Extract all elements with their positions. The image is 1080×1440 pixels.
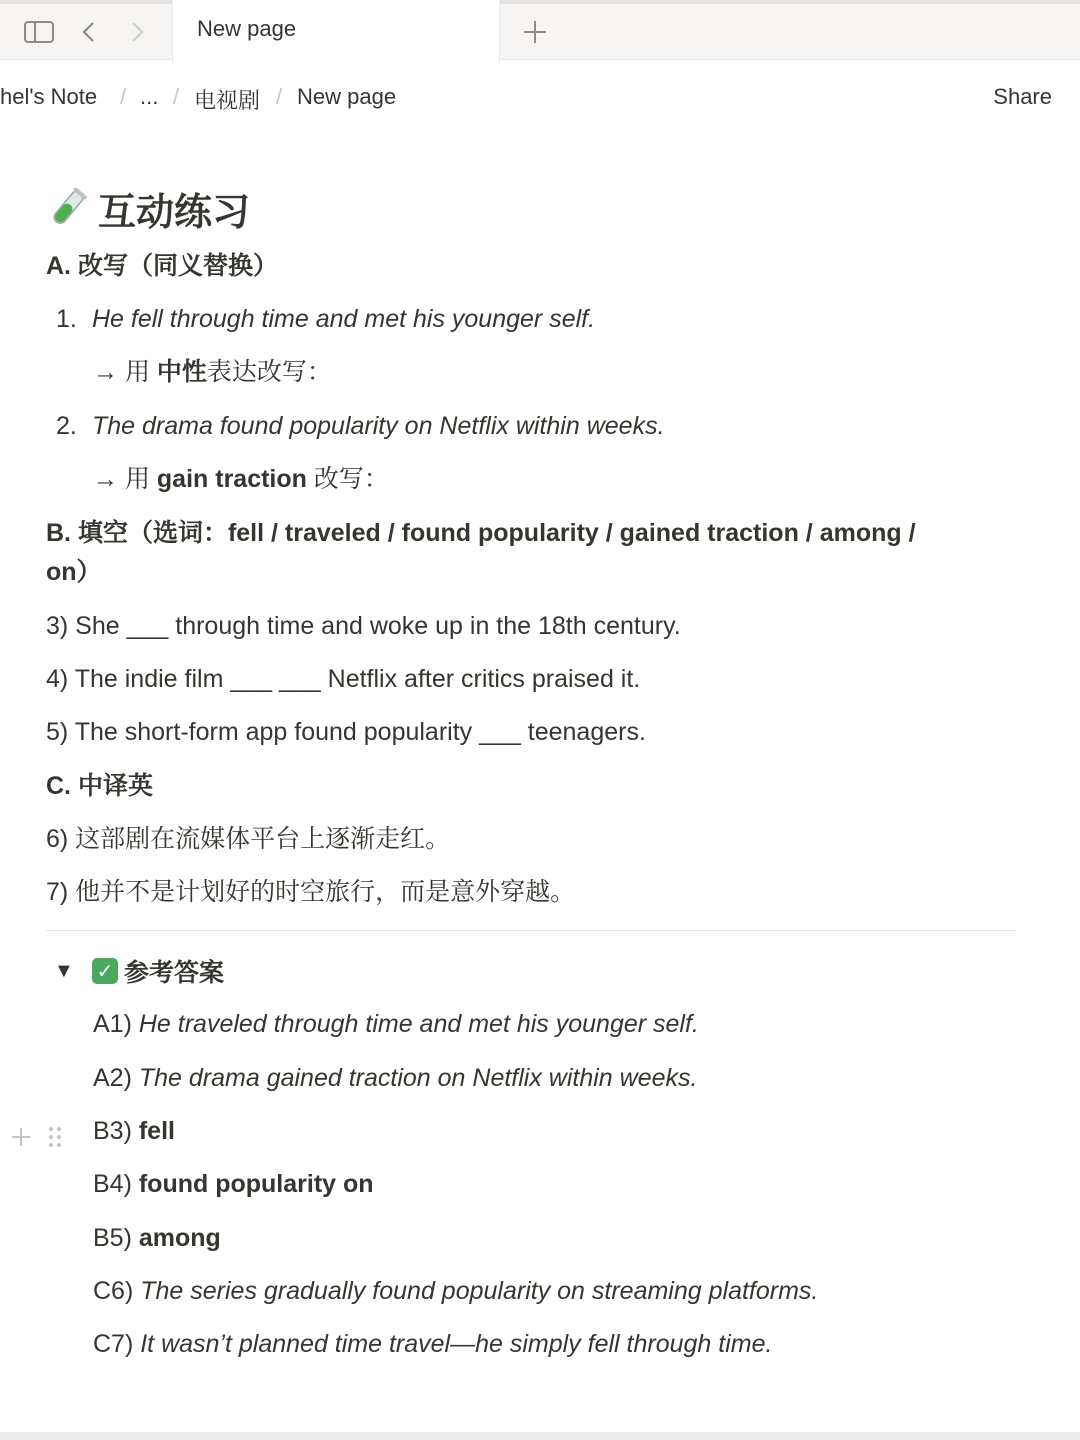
share-button[interactable]: Share xyxy=(993,84,1052,109)
page-title-text: 互动练习 xyxy=(98,191,251,234)
toggle-triangle-icon[interactable]: ▼ xyxy=(54,959,74,982)
plus-icon[interactable] xyxy=(520,14,550,50)
section-b-word-bank: fell / traveled / found popularity / gained traction / among / xyxy=(227,519,916,547)
section-b-heading-line2: on） xyxy=(46,558,102,586)
exercise-item: 3) She ___ through time and woke up in the 18th century. xyxy=(46,612,681,640)
tab-bar xyxy=(0,0,1080,60)
exercise-item: 5) The short-form app found popularity ___ teenagers. xyxy=(46,718,646,746)
answer-item xyxy=(93,1061,697,1095)
breadcrumb-item-ellipsis[interactable]: ... xyxy=(140,84,159,109)
answer-label: C6) xyxy=(93,1277,141,1305)
breadcrumb-separator: / xyxy=(120,84,127,109)
check-mark-icon: ✓ xyxy=(92,958,118,984)
hint-suffix: 表达改写： xyxy=(206,358,332,386)
divider xyxy=(46,930,1016,931)
tab-title: New page xyxy=(197,16,297,41)
add-block-icon xyxy=(10,1126,32,1148)
list-item xyxy=(46,302,595,336)
answer-label: B4) xyxy=(93,1170,139,1198)
sidebar-toggle-icon[interactable] xyxy=(22,14,56,50)
block-handle[interactable] xyxy=(10,1120,66,1154)
list-item xyxy=(46,409,665,443)
answer-label: B3) xyxy=(93,1117,139,1145)
section-c-heading: C. 中译英 xyxy=(46,772,153,800)
section-a-heading: A. 改写（同义替换） xyxy=(46,252,278,280)
answers-toggle-label: 参考答案 xyxy=(124,959,225,987)
answer-item xyxy=(93,1114,175,1148)
hint-prefix: → 用 xyxy=(93,465,157,493)
list-item-hint xyxy=(93,355,332,389)
list-item-text: The drama found popularity on Netflix within weeks. xyxy=(92,412,665,440)
answer-item xyxy=(93,1221,221,1255)
answer-text: The series gradually found popularity on streaming platforms. xyxy=(140,1277,819,1305)
chevron-right-icon[interactable] xyxy=(124,14,150,50)
breadcrumb-separator: / xyxy=(173,84,180,109)
chevron-left-icon[interactable] xyxy=(76,14,102,50)
answer-text: among xyxy=(138,1224,221,1252)
list-number: 2. xyxy=(56,412,77,440)
list-item-text: He fell through time and met his younger self. xyxy=(92,305,596,333)
answer-label: A1) xyxy=(93,1010,139,1038)
answer-text: fell xyxy=(138,1117,175,1145)
answer-text: It wasn’t planned time travel—he simply fell through time. xyxy=(140,1330,773,1358)
answer-label: B5) xyxy=(93,1224,139,1252)
answers-toggle[interactable] xyxy=(54,951,224,991)
hint-prefix: → 用 xyxy=(93,358,157,386)
answer-item xyxy=(93,1167,374,1201)
answer-item xyxy=(93,1327,772,1361)
breadcrumb xyxy=(0,60,1080,136)
breadcrumb-item-workspace[interactable]: hel's Note xyxy=(0,84,98,109)
exercise-item: 6) 这部剧在流媒体平台上逐渐走红。 xyxy=(46,825,451,853)
section-b-heading-prefix: B. 填空（选词： xyxy=(46,519,228,547)
hint-keyword: 中性 xyxy=(156,358,207,386)
answer-text: The drama gained traction on Netflix within weeks. xyxy=(138,1064,698,1092)
answer-item xyxy=(93,1274,818,1308)
answer-text: He traveled through time and met his younger self. xyxy=(138,1010,699,1038)
breadcrumb-separator: / xyxy=(276,84,283,109)
page-title xyxy=(46,178,250,238)
list-number: 1. xyxy=(56,305,77,333)
exercise-item: 4) The indie film ___ ___ Netflix after critics praised it. xyxy=(46,665,641,693)
answer-label: C7) xyxy=(93,1330,141,1358)
hint-suffix: 改写： xyxy=(306,465,389,493)
exercise-item: 7) 他并不是计划好的时空旅行，而是意外穿越。 xyxy=(46,878,576,906)
list-item-hint xyxy=(93,462,389,496)
answer-item xyxy=(93,1007,699,1041)
test-tube-icon xyxy=(46,186,90,230)
drag-handle-icon xyxy=(44,1124,66,1150)
breadcrumb-item-tv-series[interactable]: 电视剧 xyxy=(194,88,261,113)
tab-new-page[interactable] xyxy=(172,0,500,64)
hint-keyword: gain traction xyxy=(156,465,307,493)
section-b-heading xyxy=(46,516,916,550)
bottom-border xyxy=(0,1432,1080,1440)
answer-label: A2) xyxy=(93,1064,139,1092)
breadcrumb-item-current[interactable]: New page xyxy=(297,84,397,109)
answer-text: found popularity on xyxy=(138,1170,374,1198)
